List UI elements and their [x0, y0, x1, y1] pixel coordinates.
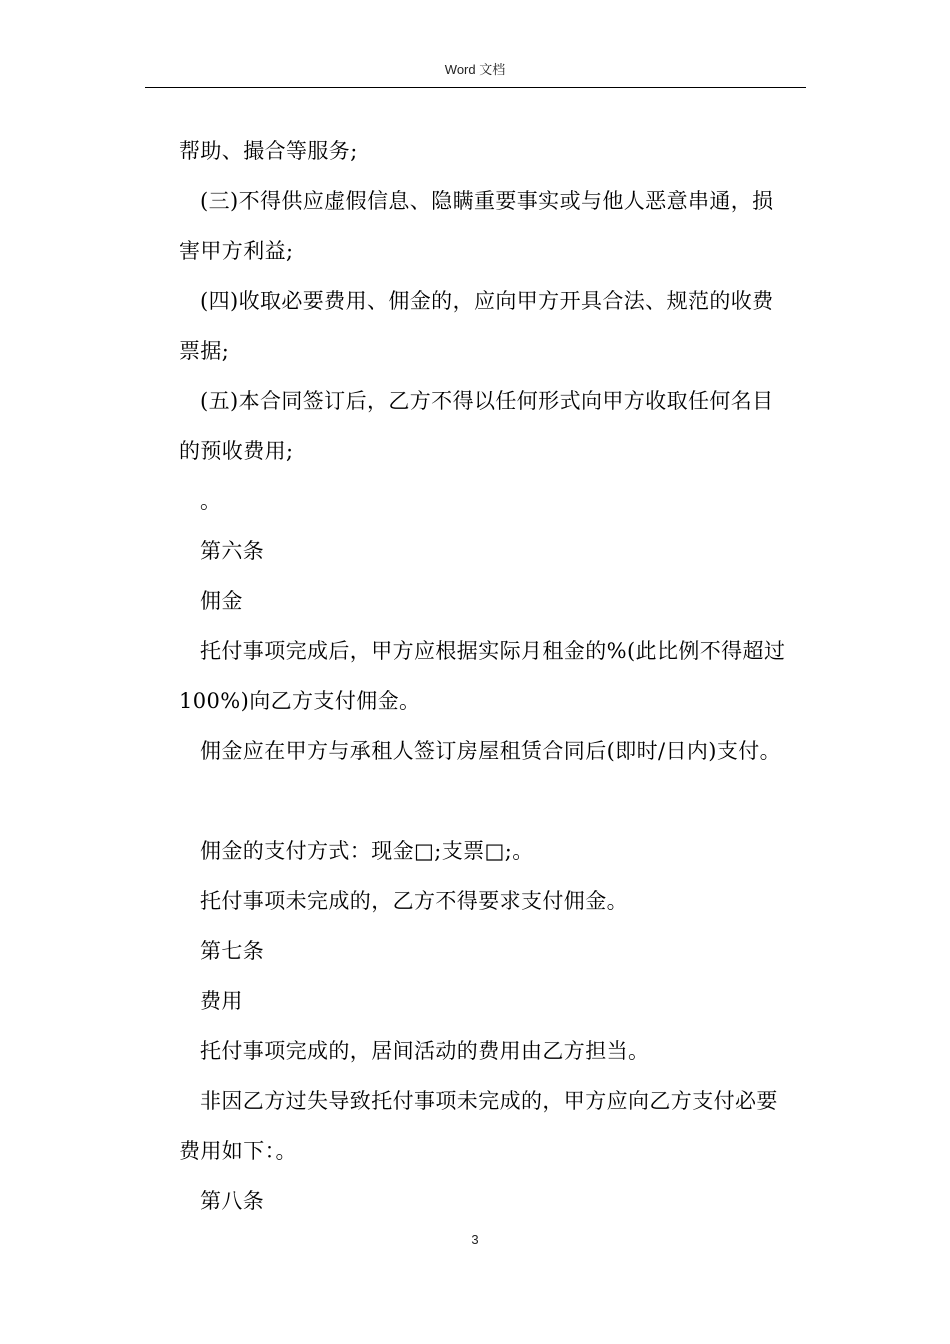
paragraph-line: 托付事项完成的，居间活动的费用由乙方担当。: [200, 1039, 650, 1063]
article-heading: 第七条: [200, 939, 265, 963]
paragraph-line: 佣金的支付方式：现金□;支票□;。: [200, 839, 534, 863]
paragraph-line: (四)收取必要费用、佣金的，应向甲方开具合法、规范的收费: [200, 289, 774, 313]
header-divider: [145, 87, 806, 88]
article-heading: 第六条: [200, 539, 265, 563]
blank-line: [179, 776, 804, 826]
article-title: 费用: [200, 989, 243, 1013]
paragraph-line: 。: [200, 489, 222, 513]
paragraph-line: (三)不得供应虚假信息、隐瞒重要事实或与他人恶意串通，损: [200, 189, 774, 213]
paragraph-line: (五)本合同签订后，乙方不得以任何形式向甲方收取任何名目: [200, 389, 774, 413]
paragraph-line: 帮助、撮合等服务;: [179, 139, 358, 163]
paragraph-line: 佣金应在甲方与承租人签订房屋租赁合同后(即时/日内)支付。: [200, 739, 782, 763]
paragraph-line: 托付事项完成后，甲方应根据实际月租金的%(此比例不得超过: [200, 639, 786, 663]
paragraph-line: 票据;: [179, 339, 230, 363]
paragraph-line: 托付事项未完成的，乙方不得要求支付佣金。: [200, 889, 628, 913]
page-header: Word 文档: [444, 62, 506, 77]
page-number: 3: [471, 1232, 479, 1247]
document-body: [179, 126, 804, 1226]
article-title: 佣金: [200, 589, 243, 613]
paragraph-line: 非因乙方过失导致托付事项未完成的，甲方应向乙方支付必要: [200, 1089, 778, 1113]
paragraph-line: 害甲方利益;: [179, 239, 294, 263]
paragraph-line: 的预收费用;: [179, 439, 294, 463]
paragraph-line: 费用如下：。: [179, 1139, 297, 1163]
paragraph-line: 100%)向乙方支付佣金。: [179, 689, 421, 713]
article-heading: 第八条: [200, 1189, 265, 1213]
